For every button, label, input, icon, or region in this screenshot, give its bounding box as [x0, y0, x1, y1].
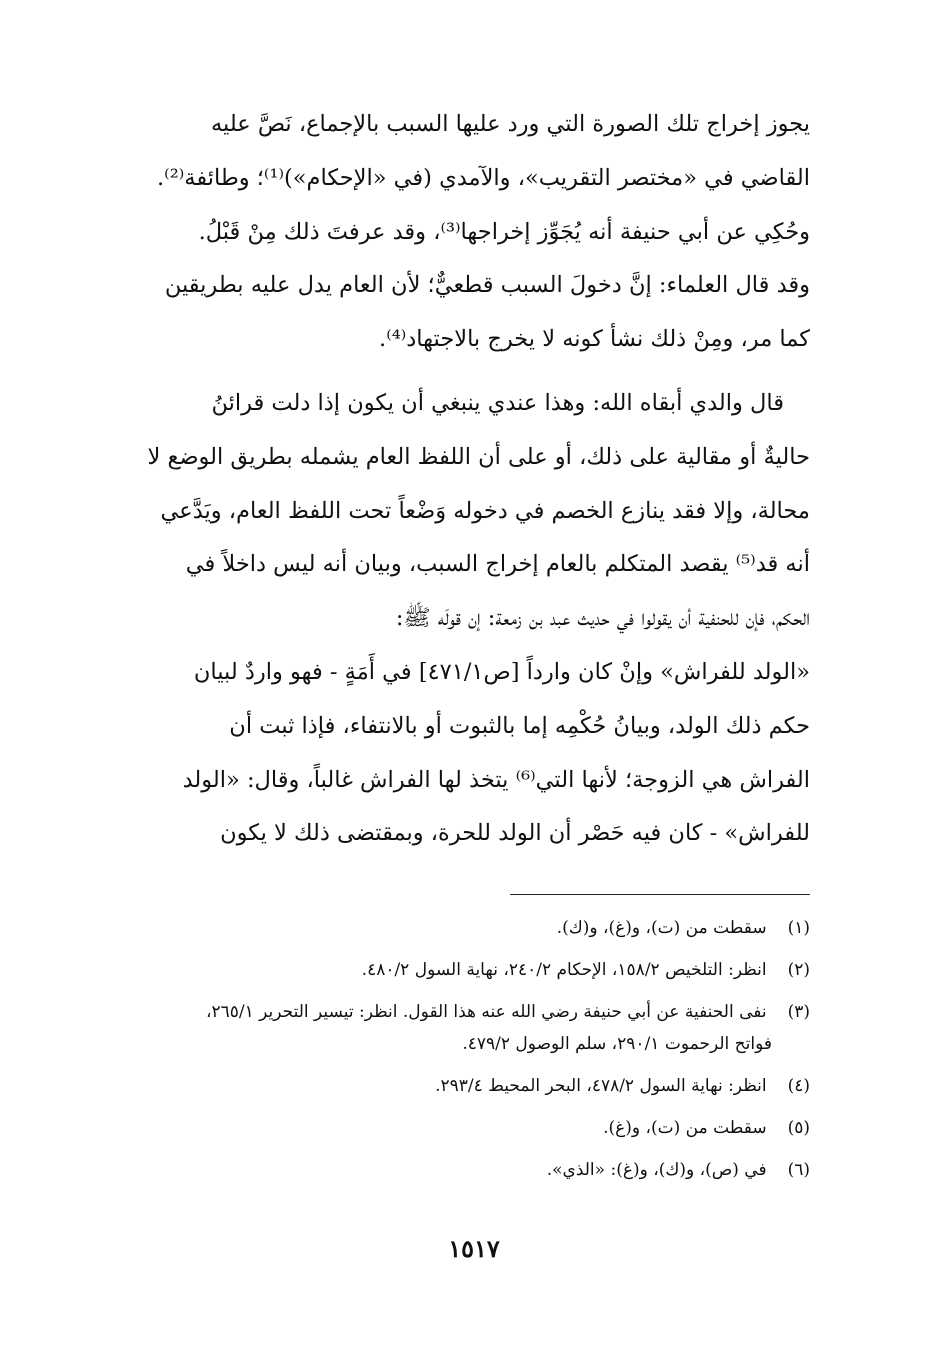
- footnote-number: (٤): [787, 1076, 810, 1096]
- footnote-text: انظر: نهاية السول ٤٧٨/٢، البحر المحيط ٢٩٣/٤.: [435, 1076, 767, 1096]
- text-line: حكم ذلك الولد، وبيانُ حُكْمِه إما بالثبوت أو بالانتفاء، فإذا ثبت أن: [229, 712, 810, 739]
- text-line: القاضي في «مختصر التقريب»، والآمدي (في «الإحكام»)⁽¹⁾؛ وطائفة⁽²⁾.: [157, 164, 810, 191]
- footnote-number: (٢): [787, 960, 810, 980]
- text-line: وحُكِي عن أبي حنيفة أنه يُجَوِّز إخراجها⁽³⁾، وقد عرفتَ ذلك مِنْ قَبْلُ.: [198, 218, 810, 245]
- text-line: كما مر، ومِنْ ذلك نشأ كونه لا يخرج بالاجتهاد⁽⁴⁾.: [379, 326, 810, 353]
- paragraph-2: [122, 377, 810, 861]
- page-number: ١٥١٧: [448, 1234, 500, 1263]
- footnote-text: انظر: التلخيص ١٥٨/٢، الإحكام ٢٤٠/٢، نهاية السول ٤٨٠/٢.: [361, 960, 767, 980]
- footnote: [122, 1112, 810, 1144]
- footnote-number: (٣): [787, 1002, 810, 1022]
- footnote: [122, 1070, 810, 1102]
- main-text: [122, 98, 810, 861]
- footnote: [122, 1154, 810, 1186]
- footnote: [122, 996, 810, 1060]
- text-line: أنه قد⁽⁵⁾ يقصد المتكلم بالعام إخراج السبب، وبيان أنه ليس داخلاً في: [185, 551, 810, 578]
- text-line: الفراش هي الزوجة؛ لأنها التي⁽⁶⁾ يتخذ لها الفراش غالباً، وقال: «الولد: [182, 766, 810, 793]
- footnote-text: سقطت من (ت)، و(غ)، و(ك).: [556, 918, 767, 938]
- text-line: للفراش» - كان فيه حَصْر أن الولد للحرة، وبمقتضى ذلك لا يكون: [220, 820, 810, 847]
- text-line: وقد قال العلماء: إنَّ دخولَ السبب قطعيٌّ؛ لأن العام يدل عليه بطريقين: [164, 272, 810, 299]
- footnote-text: سقطت من (ت)، و(غ).: [603, 1118, 767, 1138]
- text-line: يجوز إخراج تلك الصورة التي ورد عليها السبب بالإجماع، نَصَّ عليه: [210, 111, 810, 137]
- paragraph-1: [122, 98, 810, 367]
- footnote: [122, 954, 810, 986]
- text-line: «الولد للفراش» وإنْ كان وارداً [ص٤٧١/١] في أَمَةٍ - فهو واردٌ لبيان: [193, 658, 810, 685]
- footnote-number: (١): [787, 918, 810, 938]
- footnote-text: نفى الحنفية عن أبي حنيفة رضي الله عنه هذا القول. انظر: تيسير التحرير ٢٦٥/١،: [205, 1002, 767, 1022]
- text-line: حاليةٌ أو مقالية على ذلك، أو على أن اللفظ العام يشمله بطريق الوضع لا: [147, 443, 810, 470]
- footnote-number: (٦): [787, 1160, 810, 1180]
- text-line: قال والدي أبقاه الله: وهذا عندي ينبغي أن يكون إذا دلت قرائنُ: [211, 389, 784, 416]
- footnote: [122, 912, 810, 944]
- footnote-text-continued: فواتح الرحموت ٢٩٠/١، سلم الوصول ٤٧٩/٢.: [462, 1034, 772, 1054]
- text-line: الحكم، فإن للحنفية أن يقولوا في حديث عبد بن زمعة: إن قولَه ﷺ:: [395, 605, 810, 632]
- footnotes: [122, 912, 810, 1196]
- footnote-number: (٥): [787, 1118, 810, 1138]
- text-line: محالة، وإلا فقد ينازع الخصم في دخوله وَضْعاً تحت اللفظ العام، ويَدَّعي: [160, 497, 810, 524]
- footnote-separator: [510, 894, 810, 895]
- footnote-text: في (ص)، و(ك)، و(غ): «الذي».: [546, 1160, 767, 1180]
